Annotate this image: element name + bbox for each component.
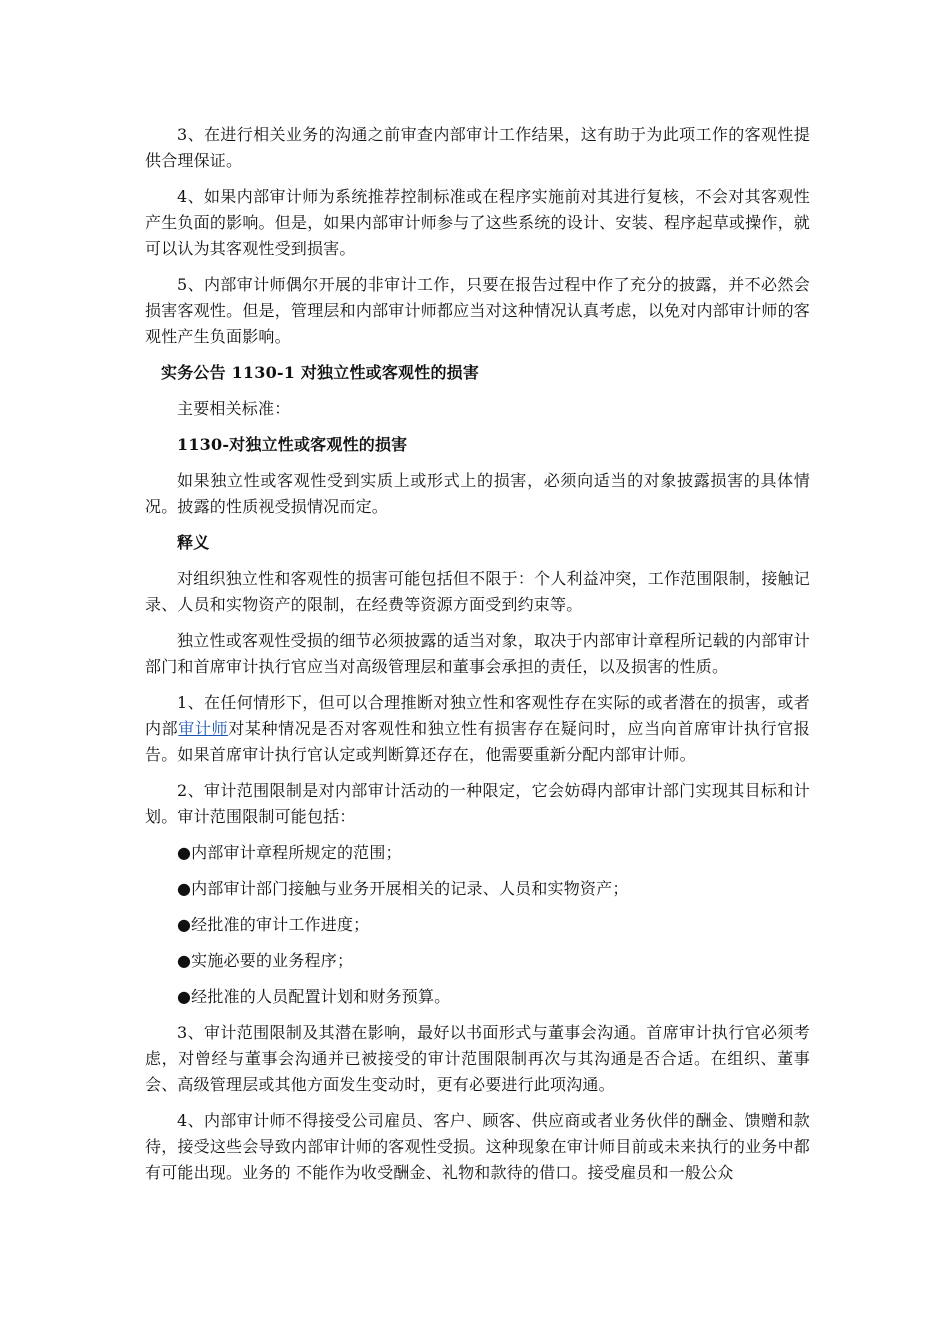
paragraph-item-2: 2、审计范围限制是对内部审计活动的一种限定，它会妨碍内部审计部门实现其目标和计划。审计范围限制可能包括： — [145, 781, 810, 826]
document-page — [145, 122, 810, 1196]
paragraph-impairment-types: 对组织独立性和客观性的损害可能包括但不限于：个人利益冲突，工作范围限制，接触记录、人员和实物资产的限制，在经费等资源方面受到约束等。 — [145, 569, 810, 614]
paragraph-objectivity-3: 3、在进行相关业务的沟通之前审查内部审计工作结果，这有助于为此项工作的客观性提供合理保证。 — [145, 125, 810, 170]
paragraph-objectivity-5: 5、内部审计师偶尔开展的非审计工作，只要在报告过程中作了充分的披露，并不必然会损害客观性。但是，管理层和内部审计师都应当对这种情况认真考虑，以免对内部审计师的客观性产生负面影响。 — [145, 275, 810, 346]
paragraph-item-1-text-a: 1、在任何情形下，但可以合理推断对独立性和客观性存在实际的或者潜在的损害，或者内部 — [145, 693, 810, 738]
bullet-item: ●经批准的人员配置计划和财务预算。 — [177, 987, 451, 1006]
paragraph-objectivity-4: 4、如果内部审计师为系统推荐控制标准或在程序实施前对其进行复核，不会对其客观性产生负面的影响。但是，如果内部审计师参与了这些系统的设计、安装、程序起草或操作，就可以认为其客观性受到损害。 — [145, 187, 810, 258]
bullet-item: ●实施必要的业务程序； — [177, 951, 354, 970]
paragraph-item-4: 4、内部审计师不得接受公司雇员、客户、顾客、供应商或者业务伙伴的酬金、馈赠和款待，接受这些会导致内部审计师的客观性受损。这种现象在审计师目前或未来执行的业务中都有可能出现。业务的 不能作为收受酬金、礼物和款待的借口。接受雇员和一般公众 — [145, 1111, 810, 1182]
section-heading: 实务公告 1130-1 对独立性或客观性的损害 — [161, 363, 480, 382]
paragraph-disclosure-target: 独立性或客观性受损的细节必须披露的适当对象，取决于内部审计章程所记载的内部审计部门和首席审计执行官应当对高级管理层和董事会承担的责任，以及损害的性质。 — [145, 631, 810, 676]
bullet-item: ●内部审计章程所规定的范围； — [177, 843, 402, 862]
paragraph-disclosure: 如果独立性或客观性受到实质上或形式上的损害，必须向适当的对象披露损害的具体情况。披露的性质视受损情况而定。 — [145, 471, 810, 516]
paragraph-item-3: 3、审计范围限制及其潜在影响，最好以书面形式与董事会沟通。首席审计执行官必须考虑，对曾经与董事会沟通并已被接受的审计范围限制再次与其沟通是否合适。在组织、董事会、高级管理层或其他方面发生变动时，更有必要进行此项沟通。 — [145, 1023, 810, 1094]
paragraph-item-1-text-b: 对某种情况是否对客观性和独立性有损害存在疑问时，应当向首席审计执行官报告。如果首席审计执行官认定或判断算还存在，他需要重新分配内部审计师。 — [145, 719, 810, 764]
standard-title: 1130-对独立性或客观性的损害 — [177, 435, 408, 454]
bullet-item: ●内部审计部门接触与业务开展相关的记录、人员和实物资产； — [177, 879, 629, 898]
main-standard-label: 主要相关标准： — [177, 399, 291, 418]
bullet-item: ●经批准的审计工作进度； — [177, 915, 370, 934]
paragraph-item-1 — [145, 690, 810, 768]
interpretation-title: 释义 — [177, 533, 210, 552]
auditor-link[interactable]: 审计师 — [178, 719, 229, 738]
